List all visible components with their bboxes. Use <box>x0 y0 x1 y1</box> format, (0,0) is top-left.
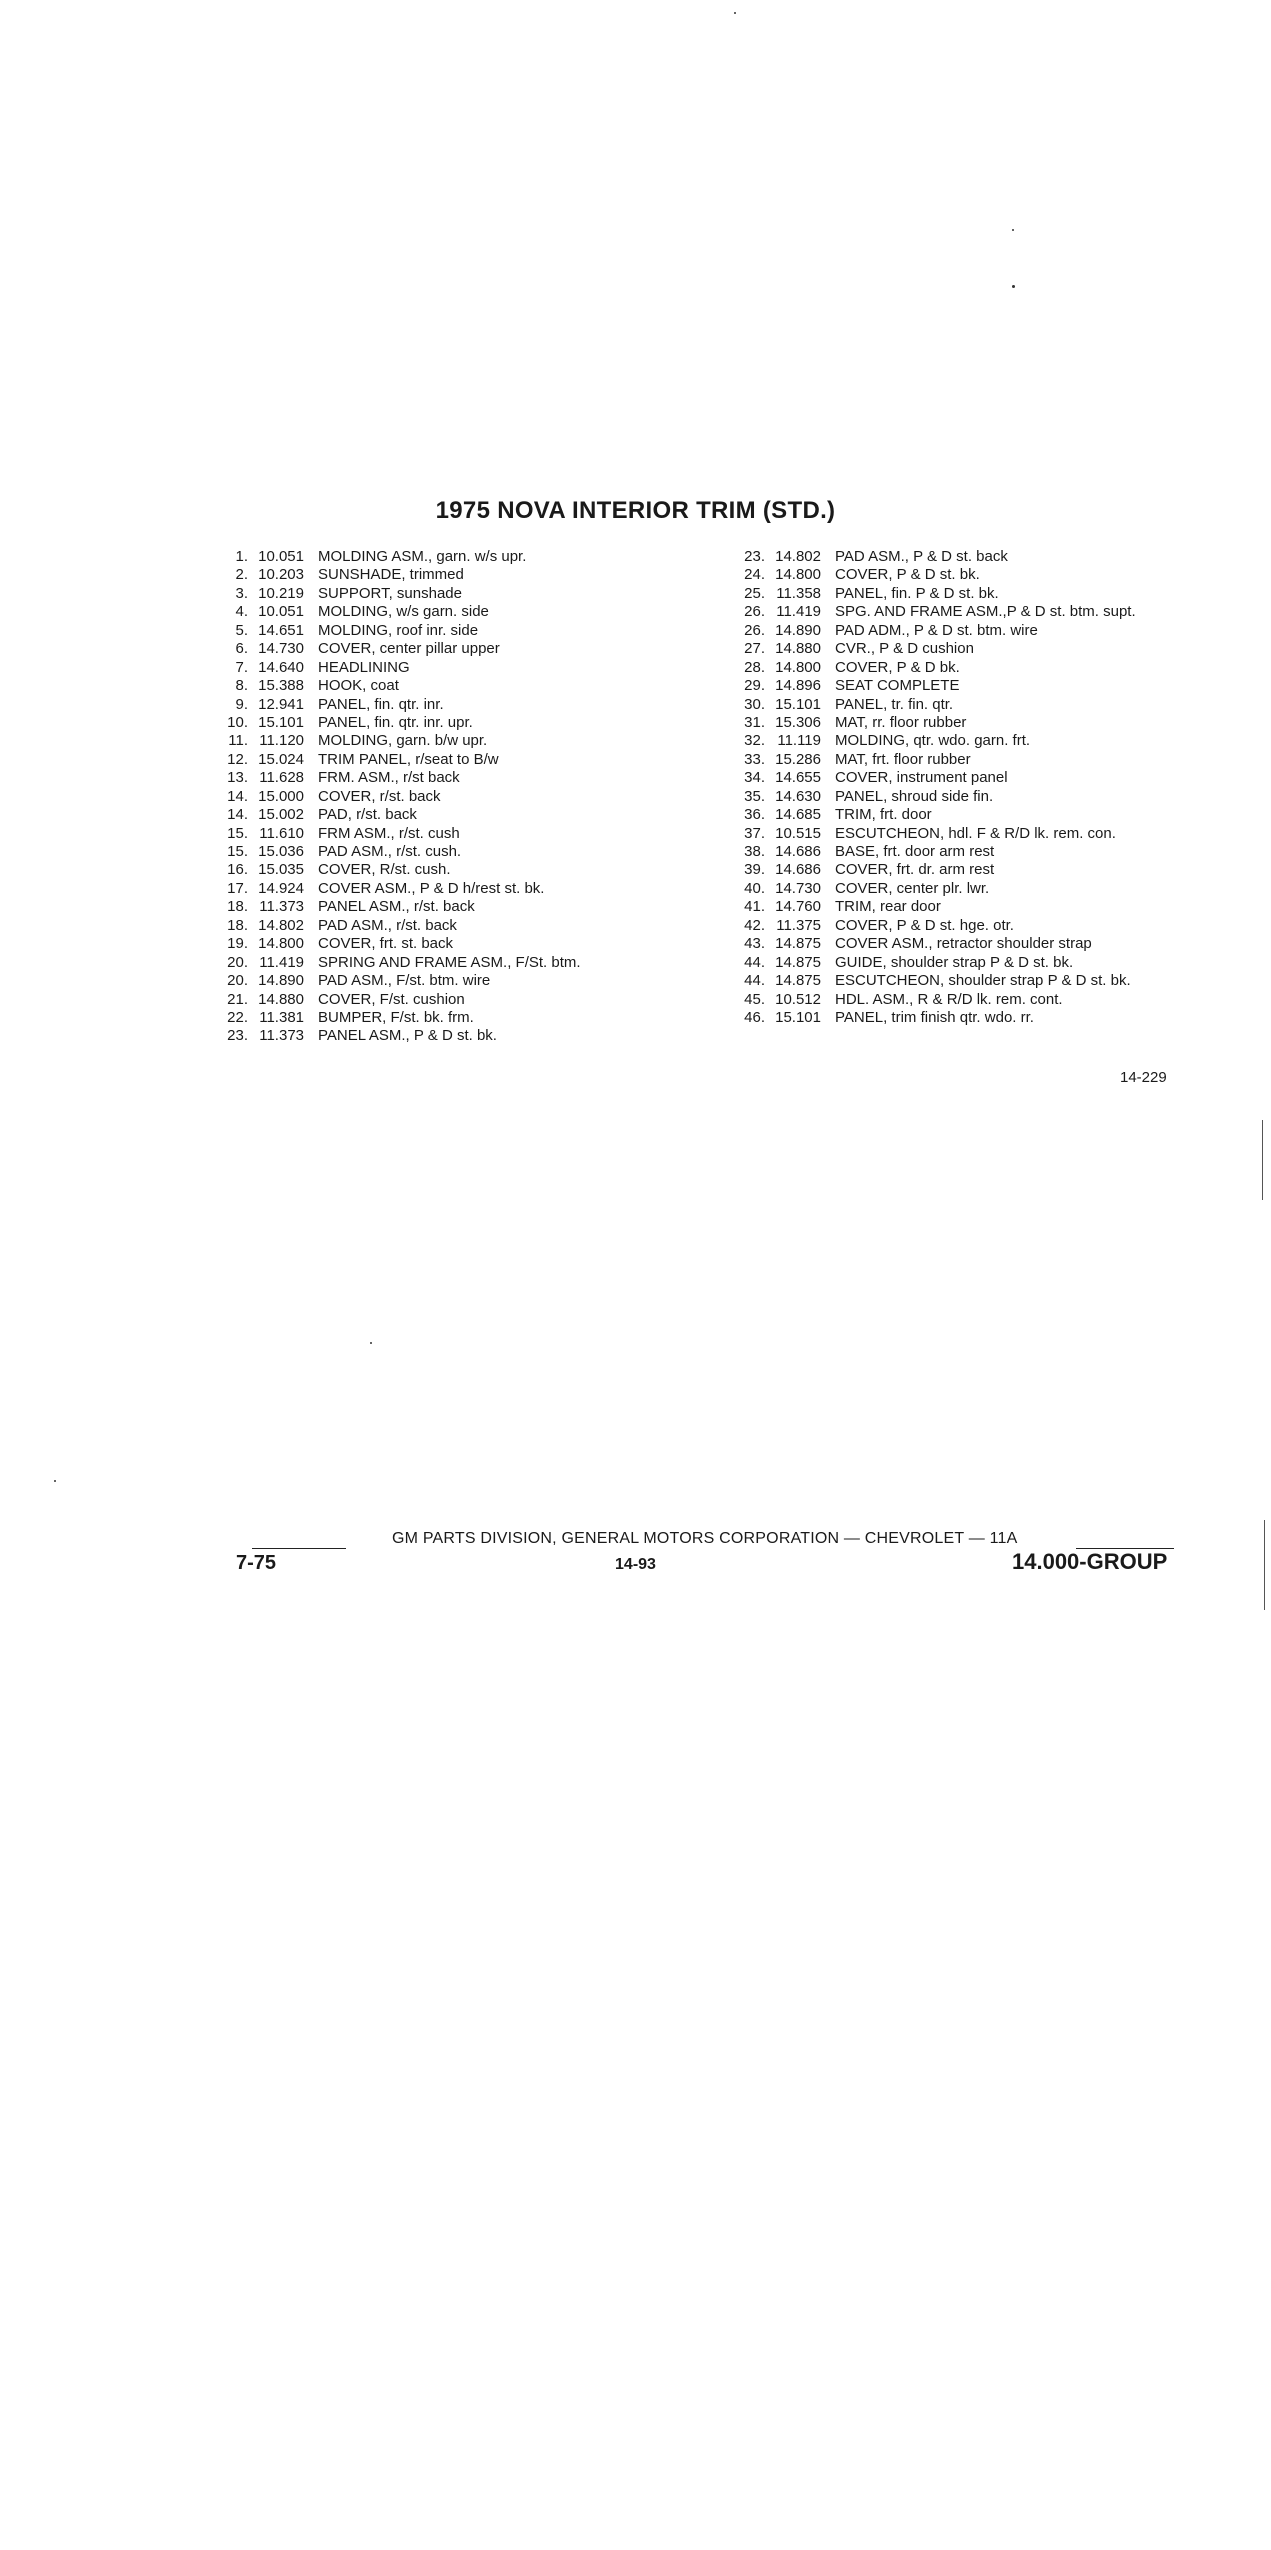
footer-publisher: GM PARTS DIVISION, GENERAL MOTORS CORPORATION — CHEVROLET — 11A <box>392 1530 1018 1547</box>
scan-speck <box>54 1480 56 1482</box>
item-code: 14.890 <box>775 621 821 639</box>
item-description: MOLDING, roof inr. side <box>318 621 479 639</box>
item-code: 11.628 <box>259 769 304 787</box>
item-number: 41. <box>744 898 765 916</box>
item-number: 4. <box>235 603 248 621</box>
parts-list-item <box>218 640 738 658</box>
item-number: 15. <box>227 824 248 842</box>
item-code: 11.119 <box>777 732 821 750</box>
parts-list-item <box>218 880 738 898</box>
item-code: 11.358 <box>776 584 821 602</box>
item-number: 25. <box>744 584 765 602</box>
item-description: FRM ASM., r/st. cush <box>318 824 460 842</box>
item-number: 18. <box>227 898 248 916</box>
parts-list-item <box>735 861 1255 879</box>
item-description: COVER, r/st. back <box>318 787 441 805</box>
item-code: 14.630 <box>775 787 821 805</box>
footer-rule-left <box>252 1548 346 1549</box>
item-number: 20. <box>227 953 248 971</box>
item-code: 11.419 <box>776 603 821 621</box>
item-code: 14.686 <box>775 861 821 879</box>
item-code: 11.381 <box>259 1008 304 1026</box>
item-description: MAT, rr. floor rubber <box>835 713 967 731</box>
item-code: 11.610 <box>259 824 304 842</box>
parts-list-item <box>735 991 1255 1009</box>
parts-list-item <box>735 843 1255 861</box>
item-description: ESCUTCHEON, hdl. F & R/D lk. rem. con. <box>835 824 1116 842</box>
item-code: 10.512 <box>775 990 821 1008</box>
item-code: 15.036 <box>258 843 304 860</box>
item-code: 14.924 <box>258 879 304 897</box>
item-code: 15.101 <box>775 695 821 713</box>
item-number: 34. <box>744 769 765 787</box>
item-code: 15.306 <box>775 713 821 731</box>
parts-list-item <box>735 917 1255 935</box>
item-description: HEADLINING <box>318 658 410 676</box>
scan-edge-line <box>1264 1520 1265 1610</box>
item-number: 19. <box>227 935 248 953</box>
scan-edge-line <box>1262 1120 1263 1200</box>
item-code: 11.373 <box>259 1027 304 1045</box>
parts-list-item <box>218 788 738 806</box>
item-number: 42. <box>744 916 765 934</box>
item-number: 17. <box>227 879 248 897</box>
item-code: 11.373 <box>259 898 304 916</box>
item-description: SUNSHADE, trimmed <box>318 566 464 584</box>
item-code: 11.375 <box>776 916 821 934</box>
item-description: SPG. AND FRAME ASM.,P & D st. btm. supt. <box>835 603 1136 621</box>
item-code: 14.800 <box>775 658 821 676</box>
item-number: 13. <box>227 769 248 787</box>
item-description: PANEL, shroud side fin. <box>835 787 994 805</box>
item-number: 10. <box>227 713 248 731</box>
parts-list-item <box>735 935 1255 953</box>
item-number: 14. <box>227 787 248 805</box>
item-number: 26. <box>744 603 765 621</box>
item-code: 15.002 <box>258 806 304 824</box>
parts-list-item <box>218 806 738 824</box>
item-number: 30. <box>744 695 765 713</box>
footer-page-number: 14-93 <box>615 1556 656 1573</box>
item-number: 18. <box>227 916 248 934</box>
item-description: TRIM, rear door <box>835 898 941 916</box>
item-description: BASE, frt. door arm rest <box>835 843 995 860</box>
page-title: 1975 NOVA INTERIOR TRIM (STD.) <box>435 497 836 524</box>
item-code: 10.219 <box>258 584 304 602</box>
item-number: 2. <box>235 566 248 584</box>
parts-list-item <box>218 677 738 695</box>
item-code: 14.802 <box>775 548 821 565</box>
item-code: 14.686 <box>775 843 821 860</box>
item-description: COVER, P & D st. bk. <box>835 566 980 584</box>
item-description: HOOK, coat <box>318 677 399 695</box>
item-number: 38. <box>744 843 765 860</box>
item-number: 40. <box>744 879 765 897</box>
parts-list-item <box>735 677 1255 695</box>
parts-list-right <box>735 548 1255 1027</box>
item-code: 10.051 <box>258 603 304 621</box>
item-description: PAD ADM., P & D st. btm. wire <box>835 621 1038 639</box>
parts-list-item <box>735 954 1255 972</box>
parts-list-item <box>735 880 1255 898</box>
parts-list-item <box>218 659 738 677</box>
item-description: COVER, P & D bk. <box>835 658 960 676</box>
item-number: 24. <box>744 566 765 584</box>
item-description: PAD ASM., r/st. cush. <box>318 843 462 860</box>
parts-list-item <box>218 954 738 972</box>
item-number: 35. <box>744 787 765 805</box>
item-number: 33. <box>744 750 765 768</box>
item-description: COVER, F/st. cushion <box>318 990 465 1008</box>
item-code: 14.640 <box>258 658 304 676</box>
item-description: FRM. ASM., r/st back <box>318 769 460 787</box>
figure-number: 14-229 <box>1120 1069 1167 1086</box>
item-number: 21. <box>227 990 248 1008</box>
item-description: COVER, frt. st. back <box>318 935 454 953</box>
item-description: COVER, center plr. lwr. <box>835 879 990 897</box>
item-number: 28. <box>744 658 765 676</box>
item-description: COVER, P & D st. hge. otr. <box>835 916 1014 934</box>
item-number: 29. <box>744 677 765 695</box>
item-code: 15.101 <box>775 1008 821 1026</box>
item-code: 15.024 <box>258 750 304 768</box>
item-description: HDL. ASM., R & R/D lk. rem. cont. <box>835 990 1063 1008</box>
item-number: 37. <box>744 824 765 842</box>
item-number: 44. <box>744 972 765 990</box>
parts-list-item <box>735 603 1255 621</box>
item-number: 3. <box>235 584 248 602</box>
item-code: 14.651 <box>258 621 304 639</box>
item-number: 27. <box>744 640 765 658</box>
parts-list-item <box>735 640 1255 658</box>
item-description: SUPPORT, sunshade <box>318 584 462 602</box>
item-number: 23. <box>227 1027 248 1045</box>
item-number: 1. <box>235 548 248 565</box>
item-description: COVER ASM., retractor shoulder strap <box>835 935 1092 953</box>
parts-list-item <box>735 566 1255 584</box>
parts-list-item <box>218 1027 738 1045</box>
item-description: PANEL, trim finish qtr. wdo. rr. <box>835 1008 1034 1026</box>
parts-list-left <box>218 548 738 1046</box>
item-code: 14.730 <box>258 640 304 658</box>
item-description: PAD ASM., F/st. btm. wire <box>318 972 491 990</box>
parts-list-item <box>218 622 738 640</box>
item-code: 15.035 <box>258 861 304 879</box>
parts-list-item <box>735 548 1255 566</box>
item-number: 44. <box>744 953 765 971</box>
item-code: 15.286 <box>775 750 821 768</box>
item-number: 6. <box>235 640 248 658</box>
item-description: SPRING AND FRAME ASM., F/St. btm. <box>318 953 581 971</box>
item-number: 23. <box>744 548 765 565</box>
parts-list-item <box>218 732 738 750</box>
parts-list-item <box>735 769 1255 787</box>
parts-list-item <box>218 696 738 714</box>
item-description: MOLDING, w/s garn. side <box>318 603 489 621</box>
item-description: COVER, frt. dr. arm rest <box>835 861 995 879</box>
item-code: 15.388 <box>258 677 304 695</box>
parts-list-item <box>218 843 738 861</box>
item-number: 32. <box>744 732 765 750</box>
item-code: 11.120 <box>259 732 304 750</box>
item-code: 10.203 <box>258 566 304 584</box>
item-code: 14.875 <box>775 953 821 971</box>
parts-list-item <box>218 714 738 732</box>
item-number: 16. <box>227 861 248 879</box>
item-code: 10.515 <box>775 824 821 842</box>
parts-list-item <box>735 788 1255 806</box>
item-number: 15. <box>227 843 248 860</box>
item-number: 12. <box>227 750 248 768</box>
item-number: 43. <box>744 935 765 953</box>
item-code: 14.896 <box>775 677 821 695</box>
item-description: SEAT COMPLETE <box>835 677 960 695</box>
item-description: GUIDE, shoulder strap P & D st. bk. <box>835 953 1074 971</box>
item-description: COVER ASM., P & D h/rest st. bk. <box>318 879 545 897</box>
parts-list-item <box>218 935 738 953</box>
item-code: 14.800 <box>258 935 304 953</box>
item-code: 14.730 <box>775 879 821 897</box>
item-description: MOLDING, garn. b/w upr. <box>318 732 488 750</box>
item-description: PANEL, fin. P & D st. bk. <box>835 584 999 602</box>
item-code: 15.000 <box>258 787 304 805</box>
scan-speck <box>1012 285 1015 288</box>
item-description: PANEL, tr. fin. qtr. <box>835 695 954 713</box>
parts-list-item <box>735 732 1255 750</box>
item-description: COVER, center pillar upper <box>318 640 500 658</box>
item-code: 14.875 <box>775 935 821 953</box>
item-description: PANEL ASM., P & D st. bk. <box>318 1027 497 1045</box>
item-number: 45. <box>744 990 765 1008</box>
parts-list-item <box>218 1009 738 1027</box>
parts-list-item <box>218 603 738 621</box>
item-code: 10.051 <box>258 548 304 565</box>
parts-list-item <box>218 566 738 584</box>
item-description: PANEL, fin. qtr. inr. upr. <box>318 713 473 731</box>
item-code: 14.875 <box>775 972 821 990</box>
item-code: 14.880 <box>258 990 304 1008</box>
item-description: PANEL, fin. qtr. inr. <box>318 695 444 713</box>
parts-list-item <box>735 1009 1255 1027</box>
item-number: 9. <box>235 695 248 713</box>
item-number: 22. <box>227 1008 248 1026</box>
item-description: COVER, instrument panel <box>835 769 1008 787</box>
item-code: 14.890 <box>258 972 304 990</box>
footer-date: 7-75 <box>236 1552 277 1574</box>
item-code: 14.800 <box>775 566 821 584</box>
parts-list-item <box>735 659 1255 677</box>
item-code: 14.880 <box>775 640 821 658</box>
item-number: 36. <box>744 806 765 824</box>
parts-list-item <box>218 972 738 990</box>
item-code: 12.941 <box>258 695 304 713</box>
parts-list-item <box>735 825 1255 843</box>
item-number: 20. <box>227 972 248 990</box>
footer-group: 14.000-GROUP <box>1012 1549 1168 1574</box>
item-code: 15.101 <box>258 713 304 731</box>
item-number: 7. <box>235 658 248 676</box>
item-number: 31. <box>744 713 765 731</box>
parts-list-item <box>218 585 738 603</box>
parts-list-item <box>218 861 738 879</box>
parts-list-item <box>735 751 1255 769</box>
parts-list-item <box>735 622 1255 640</box>
item-number: 8. <box>235 677 248 695</box>
item-description: BUMPER, F/st. bk. frm. <box>318 1008 474 1026</box>
scan-speck <box>370 1342 372 1344</box>
item-description: PAD ASM., r/st. back <box>318 916 457 934</box>
item-description: PAD ASM., P & D st. back <box>835 548 1008 565</box>
parts-list-item <box>735 714 1255 732</box>
item-description: CVR., P & D cushion <box>835 640 974 658</box>
parts-list-item <box>218 751 738 769</box>
parts-list-item <box>218 898 738 916</box>
scan-speck <box>734 12 736 14</box>
parts-list-item <box>735 898 1255 916</box>
item-number: 26. <box>744 621 765 639</box>
item-number: 46. <box>744 1008 765 1026</box>
parts-list-item <box>218 917 738 935</box>
item-description: PANEL ASM., r/st. back <box>318 898 475 916</box>
parts-list-item <box>218 548 738 566</box>
item-description: PAD, r/st. back <box>318 806 417 824</box>
item-code: 14.760 <box>775 898 821 916</box>
item-description: MAT, frt. floor rubber <box>835 750 971 768</box>
item-code: 14.802 <box>258 916 304 934</box>
parts-list-item <box>735 972 1255 990</box>
scan-speck <box>1012 229 1014 231</box>
parts-list-item <box>218 991 738 1009</box>
parts-list-item <box>735 806 1255 824</box>
parts-list-item <box>218 769 738 787</box>
item-description: TRIM, frt. door <box>835 806 932 824</box>
item-code: 14.655 <box>775 769 821 787</box>
item-code: 14.685 <box>775 806 821 824</box>
item-description: ESCUTCHEON, shoulder strap P & D st. bk. <box>835 972 1131 990</box>
item-code: 11.419 <box>259 953 304 971</box>
item-description: TRIM PANEL, r/seat to B/w <box>318 750 499 768</box>
item-description: MOLDING ASM., garn. w/s upr. <box>318 548 527 565</box>
parts-list-item <box>735 696 1255 714</box>
item-number: 5. <box>235 621 248 639</box>
item-number: 14. <box>227 806 248 824</box>
item-description: COVER, R/st. cush. <box>318 861 451 879</box>
parts-list-item <box>218 825 738 843</box>
item-number: 39. <box>744 861 765 879</box>
item-description: MOLDING, qtr. wdo. garn. frt. <box>835 732 1031 750</box>
parts-list-item <box>735 585 1255 603</box>
item-number: 11. <box>228 732 248 750</box>
